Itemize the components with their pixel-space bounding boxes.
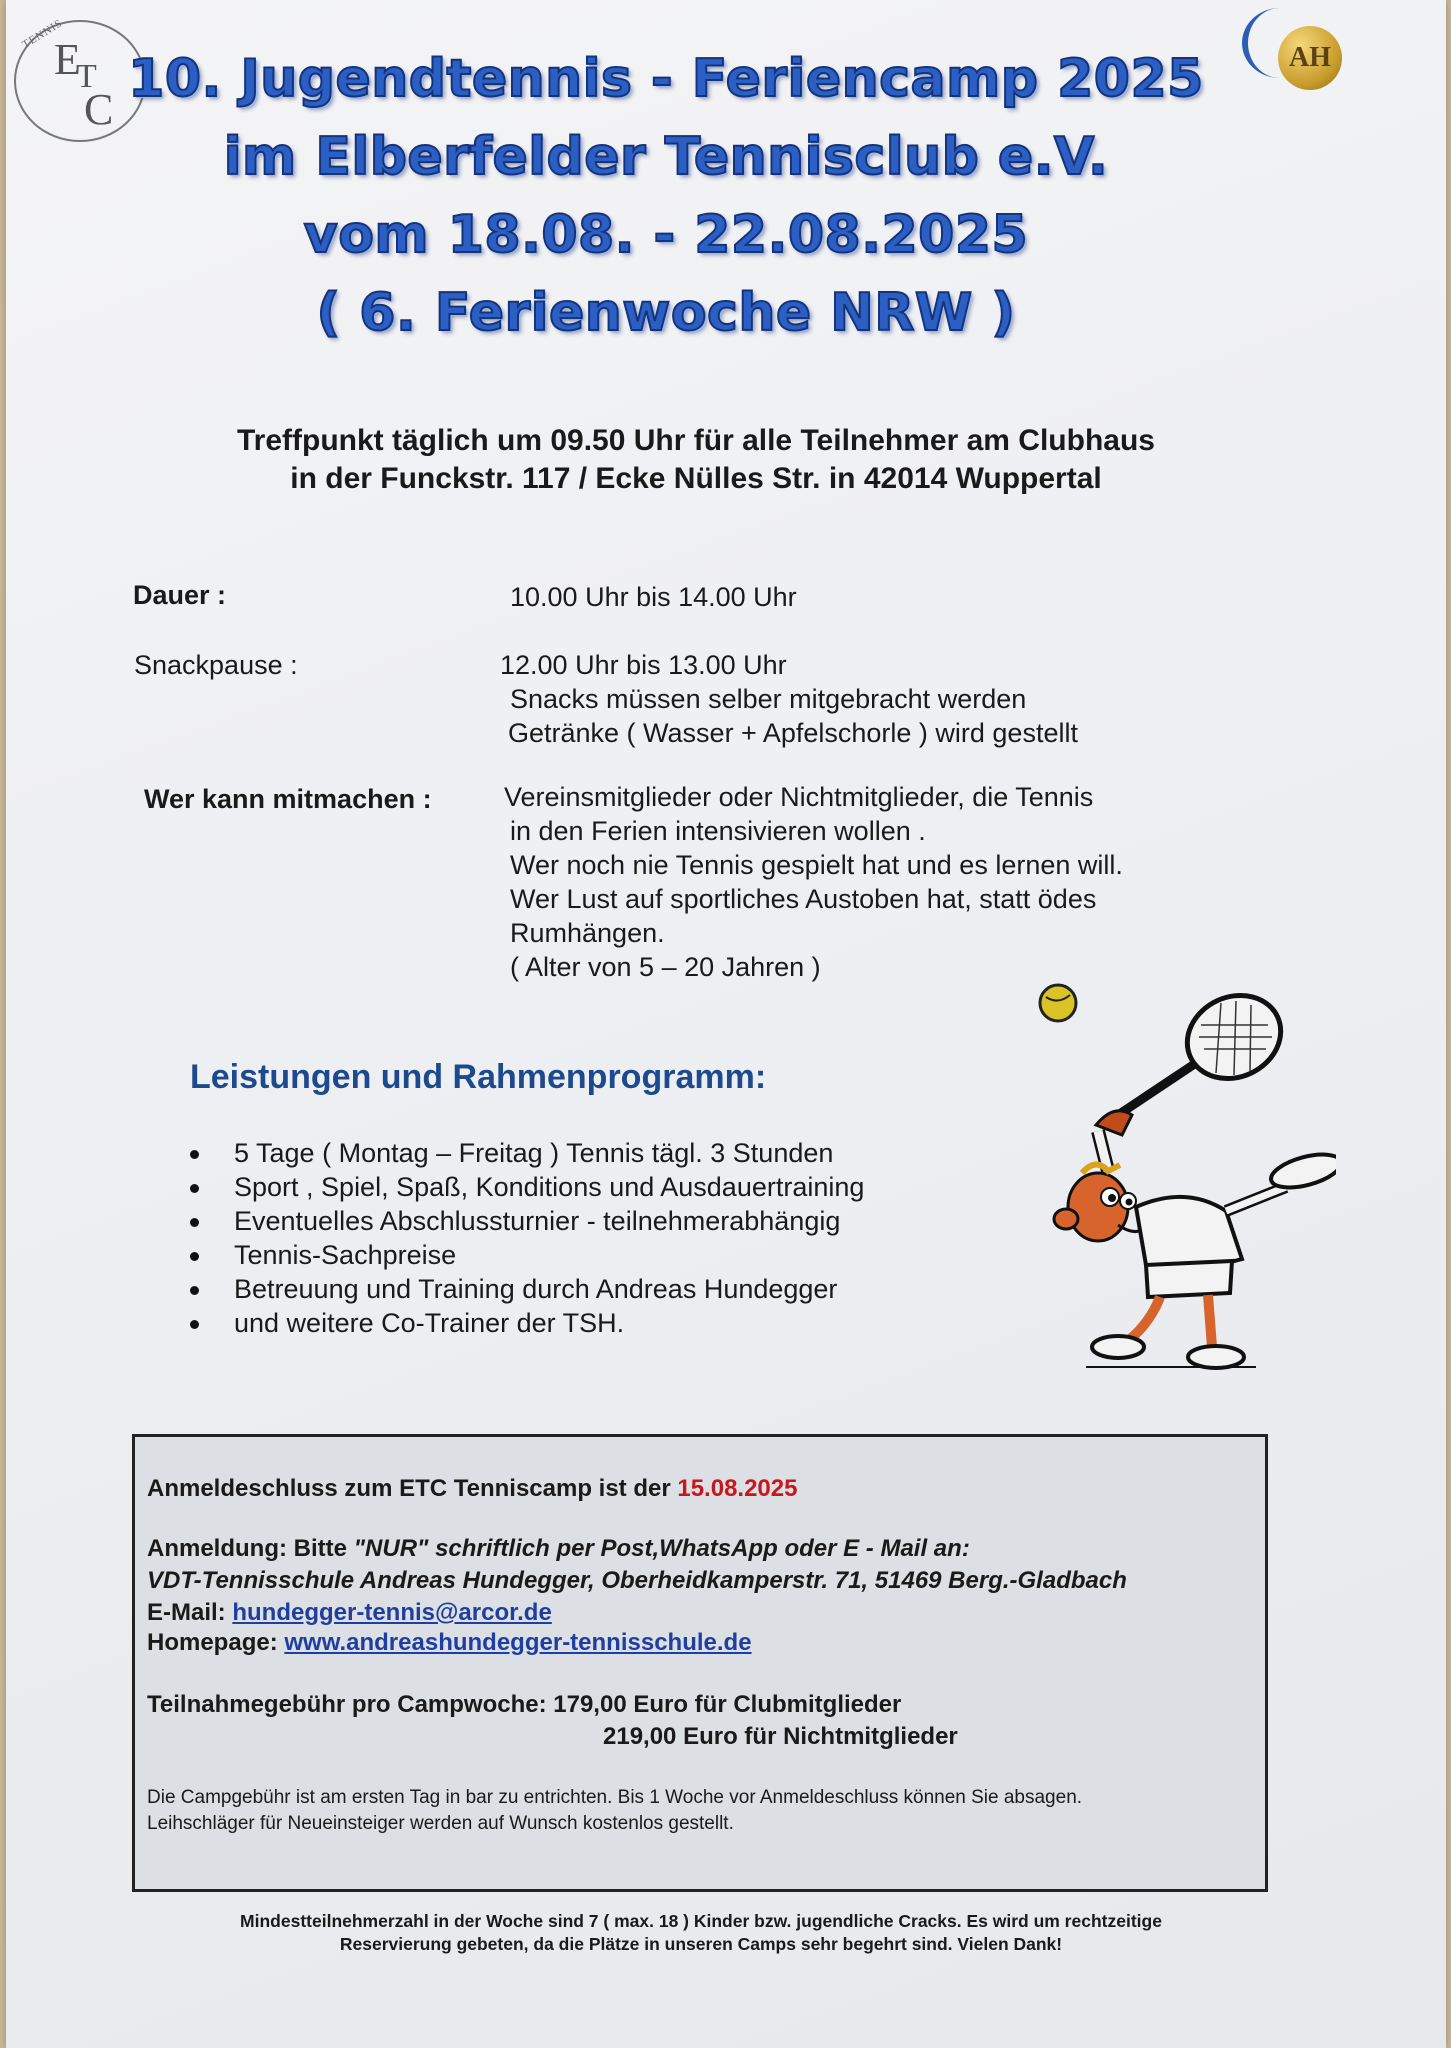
title-line-2: im Elberfelder Tennisclub e.V. bbox=[223, 127, 1109, 187]
tennis-player-cartoon-icon bbox=[1036, 975, 1336, 1375]
program-item: und weitere Co-Trainer der TSH. bbox=[190, 1306, 950, 1340]
homepage-link[interactable]: www.andreashundegger-tennisschule.de bbox=[284, 1629, 752, 1656]
snackpause-line-1: 12.00 Uhr bis 13.00 Uhr bbox=[500, 650, 787, 680]
program-list bbox=[190, 1136, 950, 1340]
wer-line-3: Wer noch nie Tennis gespielt hat und es lernen will. bbox=[510, 850, 1123, 880]
meeting-point bbox=[146, 422, 1246, 498]
dauer-value: 10.00 Uhr bis 14.00 Uhr bbox=[510, 582, 797, 612]
logo-letter-c: C bbox=[84, 85, 114, 134]
payment-note: Die Campgebühr ist am ersten Tag in bar zu entrichten. Bis 1 Woche vor Anmeldeschluss können Sie absagen. bbox=[147, 1787, 1083, 1808]
program-title: Leistungen und Rahmenprogramm: bbox=[190, 1058, 767, 1096]
wer-kann-mitmachen-label: Wer kann mitmachen : bbox=[144, 784, 432, 814]
ah-tennisschule-logo bbox=[1242, 8, 1352, 96]
program-item: Betreuung und Training durch Andreas Hundegger bbox=[190, 1272, 950, 1306]
email-label: E-Mail: bbox=[147, 1599, 233, 1626]
footer-note bbox=[126, 1910, 1276, 1956]
page-title bbox=[126, 40, 1206, 352]
meeting-line-1: Treffpunkt täglich um 09.50 Uhr für alle Teilnehmer am Clubhaus bbox=[237, 424, 1155, 457]
program-item: 5 Tage ( Montag – Freitag ) Tennis tägl. 3 Stunden bbox=[190, 1136, 950, 1170]
dauer-label: Dauer : bbox=[133, 580, 227, 610]
logo-ball: AH bbox=[1278, 26, 1342, 90]
deadline-prefix: Anmeldeschluss zum ETC Tenniscamp ist der bbox=[147, 1475, 678, 1502]
signup-prefix: Anmeldung: Bitte bbox=[147, 1535, 354, 1562]
title-line-3: vom 18.08. - 22.08.2025 bbox=[303, 205, 1029, 265]
fee-members: 179,00 Euro für Clubmitglieder bbox=[553, 1691, 902, 1718]
deadline-date: 15.08.2025 bbox=[677, 1475, 798, 1502]
signup-line bbox=[147, 1535, 970, 1563]
deadline-line bbox=[147, 1475, 797, 1503]
title-line-1: 10. Jugendtennis - Feriencamp 2025 bbox=[128, 49, 1204, 109]
program-item: Sport , Spiel, Spaß, Konditions und Ausdauertraining bbox=[190, 1170, 950, 1204]
fee-line-members bbox=[147, 1691, 901, 1719]
program-item: Tennis-Sachpreise bbox=[190, 1238, 950, 1272]
flyer-page bbox=[6, 0, 1446, 2048]
program-item: Eventuelles Abschlussturnier - teilnehmerabhängig bbox=[190, 1204, 950, 1238]
logo-ring-text: TENNIS bbox=[20, 16, 65, 52]
registration-box bbox=[132, 1434, 1268, 1892]
wer-line-6: ( Alter von 5 – 20 Jahren ) bbox=[510, 952, 821, 982]
homepage-line bbox=[147, 1629, 752, 1657]
school-address: VDT-Tennisschule Andreas Hundegger, Oberheidkamperstr. 71, 51469 Berg.-Gladbach bbox=[147, 1567, 1127, 1594]
footer-line-1: Mindestteilnehmerzahl in der Woche sind 7 ( max. 18 ) Kinder bzw. jugendliche Cracks. Es wird um rechtzeitige bbox=[240, 1911, 1162, 1931]
footer-line-2: Reservierung gebeten, da die Plätze in unseren Camps sehr begehrt sind. Vielen Dank! bbox=[339, 1934, 1063, 1954]
fee-label: Teilnahmegebühr pro Campwoche: bbox=[147, 1691, 554, 1718]
signup-instructions: "NUR" schriftlich per Post,WhatsApp oder E - Mail an: bbox=[353, 1535, 970, 1562]
logo-letter-t: T bbox=[76, 58, 97, 95]
email-link[interactable]: hundegger-tennis@arcor.de bbox=[232, 1599, 552, 1626]
wer-line-1: Vereinsmitglieder oder Nichtmitglieder, die Tennis bbox=[504, 782, 1094, 812]
wer-line-5: Rumhängen. bbox=[510, 918, 665, 948]
snackpause-label: Snackpause : bbox=[134, 650, 298, 680]
snackpause-line-3: Getränke ( Wasser + Apfelschorle ) wird gestellt bbox=[508, 718, 1078, 748]
snackpause-line-2: Snacks müssen selber mitgebracht werden bbox=[510, 684, 1027, 714]
fee-nonmembers: 219,00 Euro für Nichtmitglieder bbox=[603, 1723, 958, 1750]
rental-racket-note: Leihschläger für Neueinsteiger werden auf Wunsch kostenlos gestellt. bbox=[147, 1813, 734, 1834]
wer-line-2: in den Ferien intensivieren wollen . bbox=[510, 816, 926, 846]
title-line-4: ( 6. Ferienwoche NRW ) bbox=[316, 283, 1016, 343]
wer-line-4: Wer Lust auf sportliches Austoben hat, statt ödes bbox=[510, 884, 1097, 914]
meeting-line-2: in der Funckstr. 117 / Ecke Nülles Str. in 42014 Wuppertal bbox=[290, 462, 1102, 495]
logo-letter-e: E bbox=[54, 35, 81, 84]
email-line bbox=[147, 1599, 552, 1627]
homepage-label: Homepage: bbox=[147, 1629, 285, 1656]
